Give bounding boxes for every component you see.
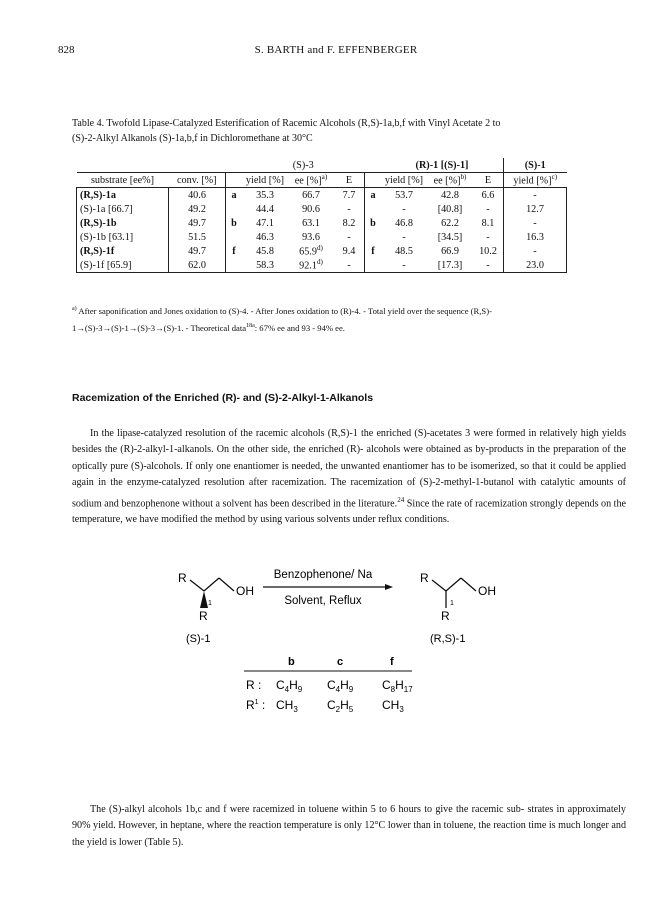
cell-ee-s3: 63.1 — [302, 217, 320, 229]
cell-letter-r1: f — [365, 244, 382, 258]
table-row — [77, 244, 567, 258]
cell-e-s3: - — [347, 231, 351, 243]
cell-conv: 51.5 — [169, 230, 226, 244]
formula-row-r-vals-0: $C_4H_9$ — [276, 678, 303, 694]
cell-e-r1: 10.2 — [479, 245, 497, 257]
footnote-line-2: 1→(S)-3→(S)-1→(S)-3→(S)-1. - Theoretical data$^{18a}$: 67% ee and 93 - 94% ee. — [72, 322, 345, 333]
col-header-yield-s1: yield [%]$^{c)}$ — [504, 173, 567, 188]
cell-yield-r1: 48.5 — [395, 245, 413, 257]
cell-substrate: (S)-1f [65.9] — [77, 258, 169, 273]
col-header-substrate: substrate [ee%] — [77, 173, 169, 188]
svg-text:R: R — [178, 571, 187, 585]
formula-row-r1-vals-0: $CH_3$ — [276, 698, 298, 714]
cell-yield-s1: 16.3 — [504, 230, 567, 244]
cell-yield-r1: - — [381, 258, 427, 273]
table-caption-line-1: Table 4. Twofold Lipase-Catalyzed Esterification of Racemic Alcohols (R,S)-1a,b,f with Vinyl Acetate 2 to — [72, 118, 501, 129]
substituent-table — [244, 656, 413, 714]
col-header-ee-r1: ee [%]$^{b)}$ — [427, 173, 473, 188]
formula-row-r1-vals-2: $CH_3$ — [382, 698, 404, 714]
cell-e-s3: 7.7 — [342, 189, 356, 201]
cell-letter-s3: a — [226, 188, 243, 203]
formula-row-r-vals-2: $C_8H_{17}$ — [382, 678, 413, 694]
cell-ee-s3: 65.9$^{d)}$ — [299, 244, 323, 258]
cell-e-r1: - — [473, 258, 504, 273]
cell-substrate: (R,S)-1a — [77, 188, 169, 203]
svg-text:R: R — [199, 609, 208, 623]
cell-substrate: (S)-1b [63.1] — [77, 230, 169, 244]
cell-letter-s3 — [226, 258, 243, 273]
svg-text:Solvent, Reflux: Solvent, Reflux — [284, 595, 362, 607]
cell-letter-r1: a — [365, 188, 382, 203]
svg-text:c: c — [337, 656, 344, 668]
cell-e-s3: - — [334, 258, 365, 273]
cell-yield-s3: 58.3 — [242, 258, 288, 273]
cell-yield-r1: - — [402, 231, 406, 243]
svg-text:OH: OH — [236, 584, 254, 598]
cell-letter-r1 — [365, 230, 382, 244]
cell-substrate: (R,S)-1b — [77, 216, 169, 230]
racemization-scheme — [0, 560, 672, 760]
cell-e-s3: 8.2 — [342, 217, 356, 229]
cell-yield-s3: 44.4 — [256, 203, 274, 215]
cell-yield-s1: - — [504, 244, 567, 258]
cell-ee-r1: 42.8 — [441, 189, 459, 201]
page-number: 828 — [58, 44, 75, 56]
table-body — [77, 188, 567, 273]
table-row — [77, 202, 567, 216]
col-header-ee-s3: ee [%]$^{a)}$ — [288, 173, 334, 188]
table-column-header-row — [77, 173, 567, 188]
paragraph-2: The (S)-alkyl alcohols 1b,c and f were racemized in toluene within 5 to 6 hours to give the racemic sub- strates in approximately 90% yield. However, in heptane, where the reaction temperature is only 12°C lower than in toluene, the reaction time is much longer and the yield is lower (Table 5). — [72, 804, 626, 848]
cell-yield-s3: 46.3 — [256, 231, 274, 243]
cell-e-r1: 8.1 — [481, 217, 495, 229]
cell-substrate: (R,S)-1f — [77, 244, 169, 258]
col-header-yield-s3: yield [%] — [242, 173, 288, 188]
footnote-line-1: $^{a)}$ After saponification and Jones oxidation to (S)-4. - After Jones oxidation to (R)-4. - Total yield over the sequence (R,S)- — [72, 305, 492, 316]
reaction-arrow — [263, 569, 393, 607]
cell-yield-r1: - — [402, 203, 406, 215]
group-header-s3: (S)-3 — [292, 159, 314, 171]
col-header-e-s3: E — [334, 173, 365, 188]
cell-ee-s3: 66.7 — [302, 189, 320, 201]
cell-yield-r1: 46.8 — [395, 217, 413, 229]
table-row — [77, 258, 567, 273]
formula-row-r1-vals-1: $C_2H_5$ — [327, 698, 354, 714]
cell-ee-r1: 62.2 — [441, 217, 459, 229]
cell-conv: 40.6 — [169, 188, 226, 203]
cell-conv: 49.2 — [169, 202, 226, 216]
molecule-s1 — [178, 571, 254, 645]
cell-ee-s3: 92.1$^{d)}$ — [288, 258, 334, 273]
cell-yield-r1: 53.7 — [395, 189, 413, 201]
cell-letter-s3: f — [226, 244, 243, 258]
table-row — [77, 188, 567, 203]
running-header-authors: S. BARTH and F. EFFENBERGER — [254, 44, 418, 56]
svg-text:R: R — [441, 609, 450, 623]
svg-text:OH: OH — [478, 584, 496, 598]
svg-text:Benzophenone/ Na: Benzophenone/ Na — [273, 569, 373, 581]
svg-text:R: R — [420, 571, 429, 585]
cell-ee-r1: 66.9 — [441, 245, 459, 257]
paragraph-1: In the lipase-catalyzed resolution of the racemic alcohols (R,S)-1 the enriched (S)-acetates 3 were formed in relatively high yields besides the (R)-2-alkyl-1-alkanols. On the other side, the enriched (R)- alcohols were obtained as by-products in the preparation of the optically pure (S)-alcohols. If only one enantiomer is needed, the unwanted enantiomer has to be isomerized, so that it could be applied again in the enzyme-catalyzed resolution after racemization. The racemization of (S)-2-methyl-1-butanol with catalytic amounts of sodium and benzophenone without a solvent has been described in the literature.$^{24}$ Since the rate of racemization strongly depends on the temperature, we have modified the method by using various solvents under reflux conditions. — [72, 428, 627, 526]
cell-ee-r1: [34.5] — [437, 231, 463, 243]
label-rs1: (R,S)-1 — [430, 633, 466, 645]
table-group-header-row — [77, 158, 567, 173]
cell-e-s3: 9.4 — [342, 245, 356, 257]
cell-letter-s3: b — [226, 216, 243, 230]
cell-e-r1: 6.6 — [481, 189, 495, 201]
col-header-e-r1: E — [473, 173, 504, 188]
cell-yield-s3: 45.8 — [256, 245, 274, 257]
svg-text:b: b — [288, 656, 295, 668]
citation-24: 24 — [397, 495, 405, 504]
cell-letter-r1 — [365, 258, 382, 273]
cell-e-r1: - — [486, 203, 490, 215]
table-4 — [76, 158, 567, 273]
cell-letter-s3 — [226, 202, 243, 216]
table-caption — [72, 116, 628, 146]
svg-text:R1 :: $R^1$ : — [246, 698, 266, 712]
cell-ee-r1: [40.8] — [437, 203, 463, 215]
section-heading: Racemization of the Enriched (R)- and (S)-2-Alkyl-1-Alkanols — [72, 392, 374, 404]
cell-ee-s3: 90.6 — [302, 203, 320, 215]
table-row — [77, 216, 567, 230]
cell-yield-s1: 23.0 — [504, 258, 567, 273]
cell-yield-s1: - — [504, 188, 567, 203]
svg-text:f: f — [390, 656, 394, 668]
cell-conv: 49.7 — [169, 216, 226, 230]
cell-ee-r1: [17.3] — [427, 258, 473, 273]
svg-text:1: 1 — [450, 600, 454, 607]
table-footnotes — [72, 302, 628, 336]
col-header-conv: conv. [%] — [169, 173, 226, 188]
table-row — [77, 230, 567, 244]
label-s1: (S)-1 — [186, 633, 211, 645]
svg-text:R :: R : — [246, 678, 262, 692]
cell-letter-r1 — [365, 202, 382, 216]
cell-conv: 49.7 — [169, 244, 226, 258]
col-header-yield-r1: yield [%] — [381, 173, 427, 188]
cell-yield-s3: 35.3 — [256, 189, 274, 201]
cell-e-s3: - — [347, 203, 351, 215]
cell-letter-s3 — [226, 230, 243, 244]
cell-conv: 62.0 — [169, 258, 226, 273]
svg-text:1: 1 — [208, 600, 212, 607]
cell-yield-s1: - — [504, 216, 567, 230]
formula-row-r-vals-1: $C_4H_9$ — [327, 678, 354, 694]
molecule-rs1 — [420, 571, 496, 645]
group-header-s1: (S)-1 — [504, 158, 567, 173]
cell-e-r1: - — [486, 231, 490, 243]
table-caption-line-2: (S)-2-Alkyl Alkanols (S)-1a,b,f in Dichloromethane at 30°C — [72, 133, 313, 144]
cell-yield-s1: 12.7 — [504, 202, 567, 216]
group-header-r1: (R)-1 [(S)-1] — [415, 159, 469, 171]
cell-yield-s3: 47.1 — [256, 217, 274, 229]
cell-letter-r1: b — [365, 216, 382, 230]
cell-ee-s3: 93.6 — [302, 231, 320, 243]
cell-substrate: (S)-1a [66.7] — [77, 202, 169, 216]
